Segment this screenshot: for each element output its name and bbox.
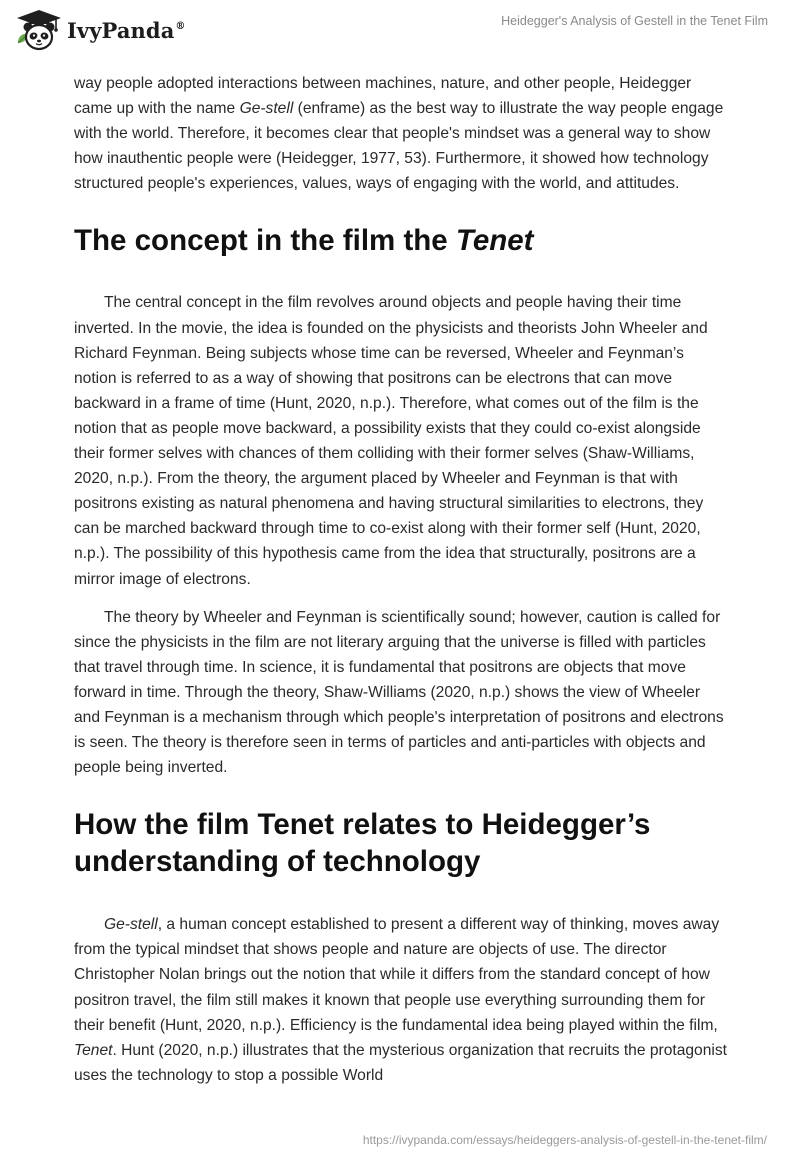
section-heading-relation: How the film Tenet relates to Heidegger’s understanding of technology [74, 808, 651, 879]
document-title: Heidegger's Analysis of Gestell in the Tenet Film [501, 14, 768, 28]
brand-logo[interactable] [16, 9, 186, 51]
paragraph-concept-1: The central concept in the film revolves around objects and people having their time inverted. In the movie, the idea is founded on the physicists and theorists John Wheeler and Richard Feynman. Being subjects whose time can be reversed, Wheeler and Feynman’s notion is referred to as a way of showing that positrons can be electrons that can move backward in a frame of time (Hunt, 2020, n.p.). Therefore, what comes out of the film is the notion that as people move backward, a possibility exists that they could co-exist alongside their former selves with chances of them colliding with their former selves (Shaw-Williams, 2020, n.p.). From the theory, the argument placed by Wheeler and Feynman is that with positrons existing as natural phenomena and having structural similarities to electrons, they can be marched backward through time to co-exist along with their former self (Hunt, 2020, n.p.). The possibility of this hypothesis came from the idea that structurally, positrons are a mirror image of electrons. [74, 294, 708, 588]
brand-name: IvyPanda® [67, 17, 186, 43]
paragraph-concept-2: The theory by Wheeler and Feynman is scientifically sound; however, caution is called for since the physicists in the film are not literary arguing that the universe is filled with particles that travel through time. In science, it is fundamental that positrons are objects that move forward in time. Through the theory, Shaw-Williams (2020, n.p.) shows the view of Wheeler and Feynman is a mechanism through which people's interpretation of positrons and electrons is seen. The theory is therefore seen in terms of particles and anti-particles with objects and people being inverted. [74, 608, 724, 777]
panda-graduate-icon [16, 9, 62, 51]
source-url[interactable]: https://ivypanda.com/essays/heideggers-analysis-of-gestell-in-the-tenet-film/ [362, 1133, 767, 1147]
page-header [0, 0, 800, 60]
intro-paragraph: way people adopted interactions between machines, nature, and other people, Heidegger came up with the name Ge-stell (enframe) as the best way to illustrate the way people engage with the world. Therefore, it becomes clear that people's mindset was a general way to show how inauthentic people were (Heidegger, 1977, 53). Furthermore, it showed how technology structured people's experiences, values, ways of engaging with the world, and attitudes. [74, 75, 724, 193]
paragraph-relation-1: Ge-stell, a human concept established to present a different way of thinking, moves away from the typical mindset that shows people and nature are objects of use. The director Christopher Nolan brings out the notion that while it differs from the standard concept of how positron travel, the film still makes it known that people use everything surrounding them for their benefit (Hunt, 2020, n.p.). Efficiency is the fundamental idea being played within the film, Tenet. Hunt (2020, n.p.) illustrates that the mysterious organization that recruits the protagonist uses the technology to stop a possible World [74, 916, 727, 1084]
section-heading-concept: The concept in the film the Tenet [74, 224, 534, 258]
article-body [74, 71, 728, 1101]
